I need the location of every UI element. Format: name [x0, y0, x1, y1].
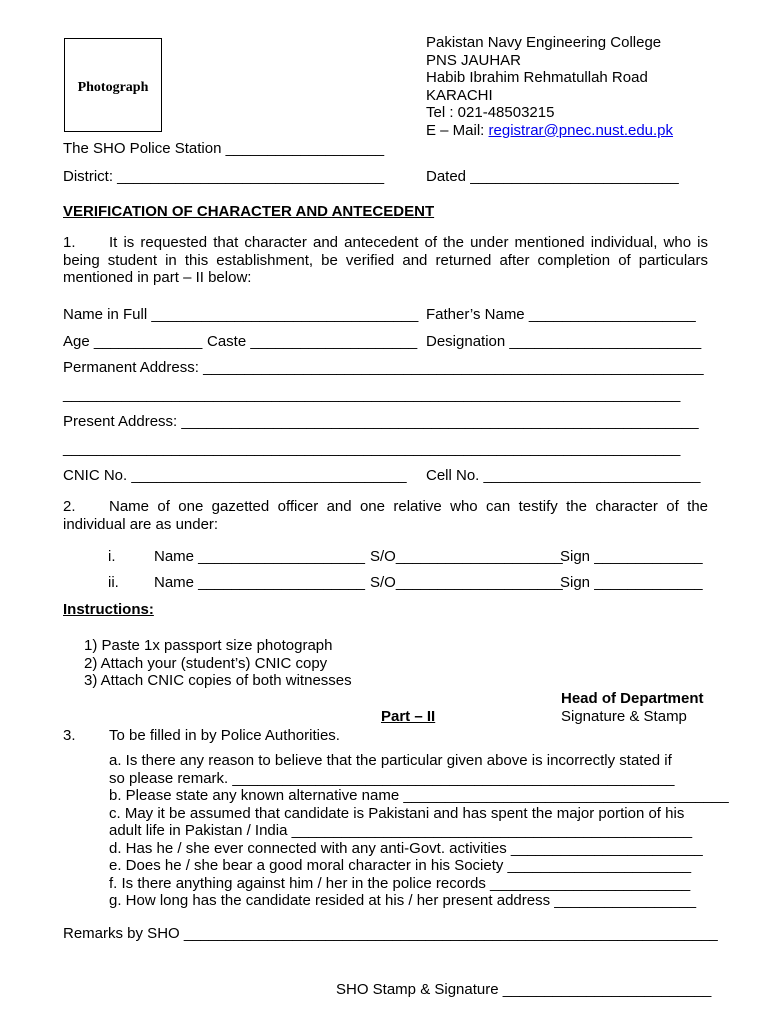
witness-1-name-field[interactable]: Name ____________________ [154, 548, 366, 565]
college-address [426, 34, 673, 139]
college-city: KARACHI [426, 86, 493, 104]
witness-2-name-field[interactable]: Name ____________________ [154, 574, 366, 591]
question-c: c. May it be assumed that candidate is Pakistani and has spent the major portion of his [109, 804, 685, 822]
paragraph-2-text: Name of one gazetted officer and one relative who can testify the character of the individual are as under: [63, 498, 708, 533]
present-address-line2[interactable]: __________________________________________________________________________ [63, 440, 681, 457]
photograph-label: Photograph [77, 80, 149, 95]
paragraph-2 [63, 498, 708, 533]
question-a-remark-field[interactable]: so please remark. _____________________________________________________ [109, 769, 675, 787]
head-of-department-label: Head of Department [561, 690, 704, 707]
college-email-line [426, 122, 673, 140]
paragraph-1 [63, 234, 708, 287]
paragraph-3-text: To be filled in by Police Authorities. [109, 727, 340, 744]
email-link[interactable]: registrar@pnec.nust.edu.pk [488, 121, 674, 139]
email-prefix: E – Mail: [426, 121, 489, 139]
instruction-item: 2) Attach your (student’s) CNIC copy [84, 654, 328, 672]
part-2-heading: Part – II [381, 708, 436, 725]
college-station: PNS JAUHAR [426, 51, 522, 69]
signature-stamp-label: Signature & Stamp [561, 708, 687, 725]
age-field[interactable]: Age _____________ [63, 333, 203, 350]
paragraph-2-number: 2. [63, 498, 76, 515]
permanent-address-line2[interactable]: __________________________________________________________________________ [63, 386, 681, 403]
college-name: Pakistan Navy Engineering College [426, 34, 662, 51]
name-in-full-field[interactable]: Name in Full ________________________________ [63, 306, 419, 323]
paragraph-1-number: 1. [63, 234, 76, 251]
police-questions [109, 752, 729, 910]
present-address-field[interactable]: Present Address: ______________________________________________________________ [63, 413, 699, 430]
instruction-item: 1) Paste 1x passport size photograph [84, 637, 333, 654]
permanent-address-field[interactable]: Permanent Address: ____________________________________________________________ [63, 359, 704, 376]
question-e-field[interactable]: e. Does he / she bear a good moral character in his Society ______________________ [109, 857, 692, 874]
designation-field[interactable]: Designation _______________________ [426, 333, 702, 350]
witness-2-number: ii. [108, 574, 119, 591]
paragraph-1-text: It is requested that character and antecedent of the under mentioned individual, who is being student in this establishment, be verified and returned after completion of particulars mentioned in part – II below: [63, 234, 708, 286]
sho-stamp-signature-field[interactable]: SHO Stamp & Signature _________________________ [336, 981, 712, 998]
cell-field[interactable]: Cell No. __________________________ [426, 467, 701, 484]
dated-field[interactable]: Dated _________________________ [426, 168, 679, 185]
sho-police-station-field[interactable]: The SHO Police Station ___________________ [63, 140, 385, 157]
instructions-list [84, 637, 352, 690]
instructions-heading: Instructions: [63, 601, 154, 618]
question-b-field[interactable]: b. Please state any known alternative name _______________________________________ [109, 787, 729, 804]
caste-field[interactable]: Caste ____________________ [207, 333, 418, 350]
district-field[interactable]: District: ________________________________ [63, 168, 385, 185]
form-title: VERIFICATION OF CHARACTER AND ANTECEDENT [63, 203, 435, 220]
remarks-by-sho-field[interactable]: Remarks by SHO ________________________________________________________________ [63, 925, 718, 942]
witness-1-number: i. [108, 548, 116, 565]
college-phone: Tel : 021-48503215 [426, 104, 555, 121]
witness-2-sign-field[interactable]: Sign _____________ [560, 574, 703, 591]
witness-1-so-field[interactable]: S/O____________________ [370, 548, 563, 565]
fathers-name-field[interactable]: Father’s Name ____________________ [426, 306, 696, 323]
question-f-field[interactable]: f. Is there anything against him / her in the police records ________________________ [109, 874, 691, 892]
question-g-field[interactable]: g. How long has the candidate resided at his / her present address _________________ [109, 892, 697, 909]
college-road: Habib Ibrahim Rehmatullah Road [426, 69, 648, 86]
witness-2-so-field[interactable]: S/O____________________ [370, 574, 563, 591]
instruction-item: 3) Attach CNIC copies of both witnesses [84, 672, 352, 689]
question-c-field[interactable]: adult life in Pakistan / India ________________________________________________ [109, 822, 693, 839]
witness-1-sign-field[interactable]: Sign _____________ [560, 548, 703, 565]
paragraph-3-number: 3. [63, 727, 76, 744]
photograph-box [64, 38, 162, 132]
question-a: a. Is there any reason to believe that the particular given above is incorrectly stated if [109, 752, 672, 769]
cnic-field[interactable]: CNIC No. _________________________________ [63, 467, 407, 484]
question-d-field[interactable]: d. Has he / she ever connected with any anti-Govt. activities _______________________ [109, 839, 703, 857]
